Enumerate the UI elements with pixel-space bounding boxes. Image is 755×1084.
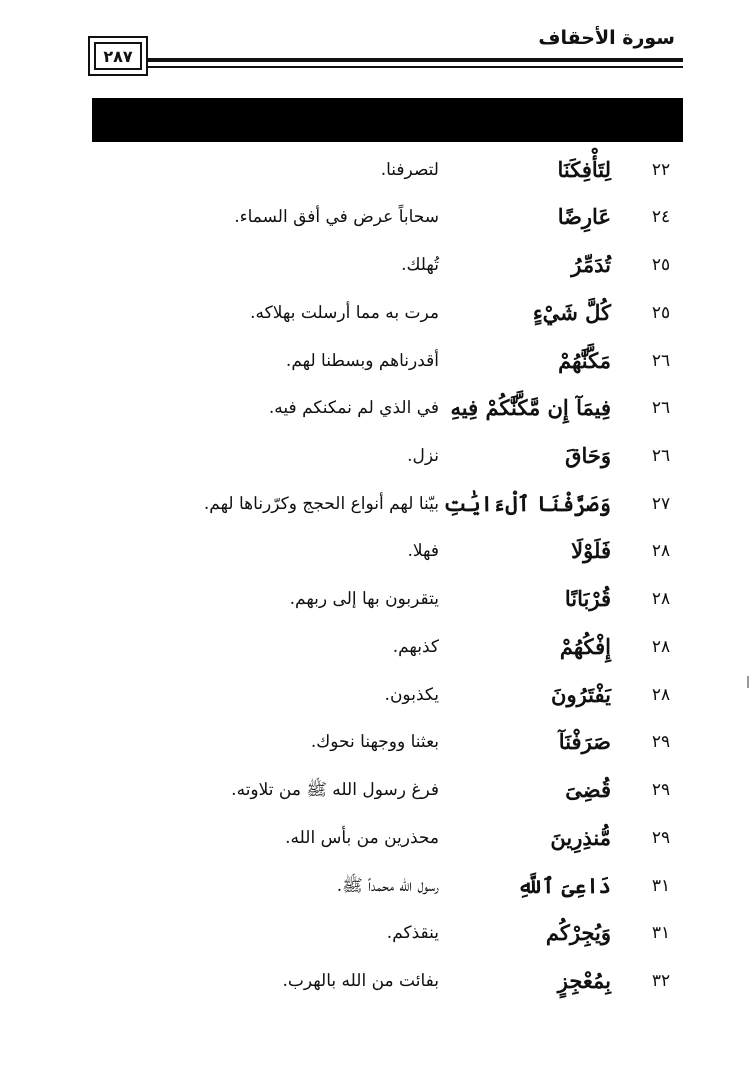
quran-word: وَيُجِرْكُم [545, 920, 611, 945]
word-meaning: مرت به مما أرسلت بهلاكه. [250, 303, 439, 323]
quran-word: قُرْبَانًا [564, 586, 611, 611]
quran-word: قُضِىَ [565, 777, 611, 802]
page-number: ٢٨٧ [94, 42, 142, 70]
glossary-row [0, 675, 755, 715]
glossary-row [0, 770, 755, 810]
verse-number: ٣١ [651, 876, 671, 896]
quran-word: وَحَاقَ [565, 443, 611, 468]
word-meaning: يكذبون. [384, 685, 439, 705]
header-black-bar [92, 98, 683, 142]
quran-word: مُّنذِرِينَ [550, 825, 611, 850]
word-meaning: سحاباً عرض في أفق السماء. [234, 207, 439, 227]
quran-word: بِمُعْجِزٍ [557, 968, 611, 993]
quran-word: كُلَّ شَيْءٍ [532, 300, 611, 325]
verse-number: ٢٦ [651, 446, 671, 466]
verse-number: ٢٥ [651, 255, 671, 275]
glossary-row [0, 197, 755, 237]
page-number-box [88, 36, 148, 76]
verse-number: ٢٨ [651, 541, 671, 561]
quran-word: عَارِضًا [557, 204, 611, 229]
header-rule-thick [140, 58, 683, 62]
quran-word: فِيمَآ إِن مَّكَّنَّٰكُمْ فِيهِ [450, 395, 611, 420]
verse-number: ٢٩ [651, 828, 671, 848]
word-meaning: نزل. [407, 446, 439, 466]
word-meaning: كذبهم. [392, 637, 439, 657]
word-meaning: لتصرفنا. [380, 160, 439, 180]
glossary-row [0, 722, 755, 762]
verse-number: ٢٩ [651, 780, 671, 800]
word-meaning: في الذي لم نمكنكم فيه. [268, 398, 439, 418]
verse-number: ٢٦ [651, 351, 671, 371]
quran-word: مَكَّنَّٰهُمْ [558, 348, 611, 373]
verse-number: ٢٢ [651, 160, 671, 180]
glossary-row [0, 245, 755, 285]
verse-number: ٢٤ [651, 207, 671, 227]
verse-number: ٣١ [651, 923, 671, 943]
glossary-row [0, 150, 755, 190]
word-meaning: فهلا. [407, 541, 439, 561]
glossary-row [0, 818, 755, 858]
glossary-row [0, 388, 755, 428]
word-meaning: محذرين من بأس الله. [285, 828, 439, 848]
glossary-row [0, 866, 755, 906]
word-meaning: بيّنا لهم أنواع الحجج وكرّرناها لهم. [203, 494, 439, 514]
verse-number: ٢٥ [651, 303, 671, 323]
glossary-row [0, 293, 755, 333]
word-meaning: تُهلك. [401, 255, 439, 275]
glossary-row [0, 913, 755, 953]
glossary-row [0, 341, 755, 381]
word-meaning: أقدرناهم وبسطنا لهم. [285, 351, 439, 371]
surah-title: سورة الأحقاف [538, 27, 675, 49]
scan-mark [747, 676, 749, 688]
quran-word: فَلَوْلَا [571, 538, 611, 563]
glossary-row [0, 484, 755, 524]
glossary-row [0, 627, 755, 667]
word-meaning: ينقذكم. [386, 923, 439, 943]
quran-word: صَرَفْنَآ [558, 729, 611, 754]
glossary-row [0, 436, 755, 476]
quran-word: لِتَأْفِكَنَا [557, 157, 611, 182]
word-meaning: رسول الله محمداً ﷺ. [336, 876, 439, 896]
verse-number: ٢٧ [651, 494, 671, 514]
quran-word: دَاعِىَ ٱللَّهِ [517, 873, 611, 898]
quran-word: وَصَرَّفْنَا ٱلْءَايَٰتِ [443, 491, 611, 516]
word-meaning: فرغ رسول الله ﷺ من تلاوته. [231, 780, 439, 800]
quran-word: تُدَمِّرُ [571, 252, 611, 277]
verse-number: ٢٨ [651, 589, 671, 609]
word-meaning: بفائت من الله بالهرب. [282, 971, 439, 991]
verse-number: ٣٢ [651, 971, 671, 991]
glossary-row [0, 531, 755, 571]
verse-number: ٢٨ [651, 637, 671, 657]
word-meaning: يتقربون بها إلى ربهم. [289, 589, 439, 609]
quran-word: يَفْتَرُونَ [551, 682, 611, 707]
verse-number: ٢٦ [651, 398, 671, 418]
verse-number: ٢٩ [651, 732, 671, 752]
glossary-row [0, 961, 755, 1001]
verse-number: ٢٨ [651, 685, 671, 705]
glossary-row [0, 579, 755, 619]
word-meaning: بعثنا ووجهنا نحوك. [310, 732, 439, 752]
quran-word: إِفْكُهُمْ [559, 634, 611, 659]
header-rule-thin [140, 66, 683, 68]
